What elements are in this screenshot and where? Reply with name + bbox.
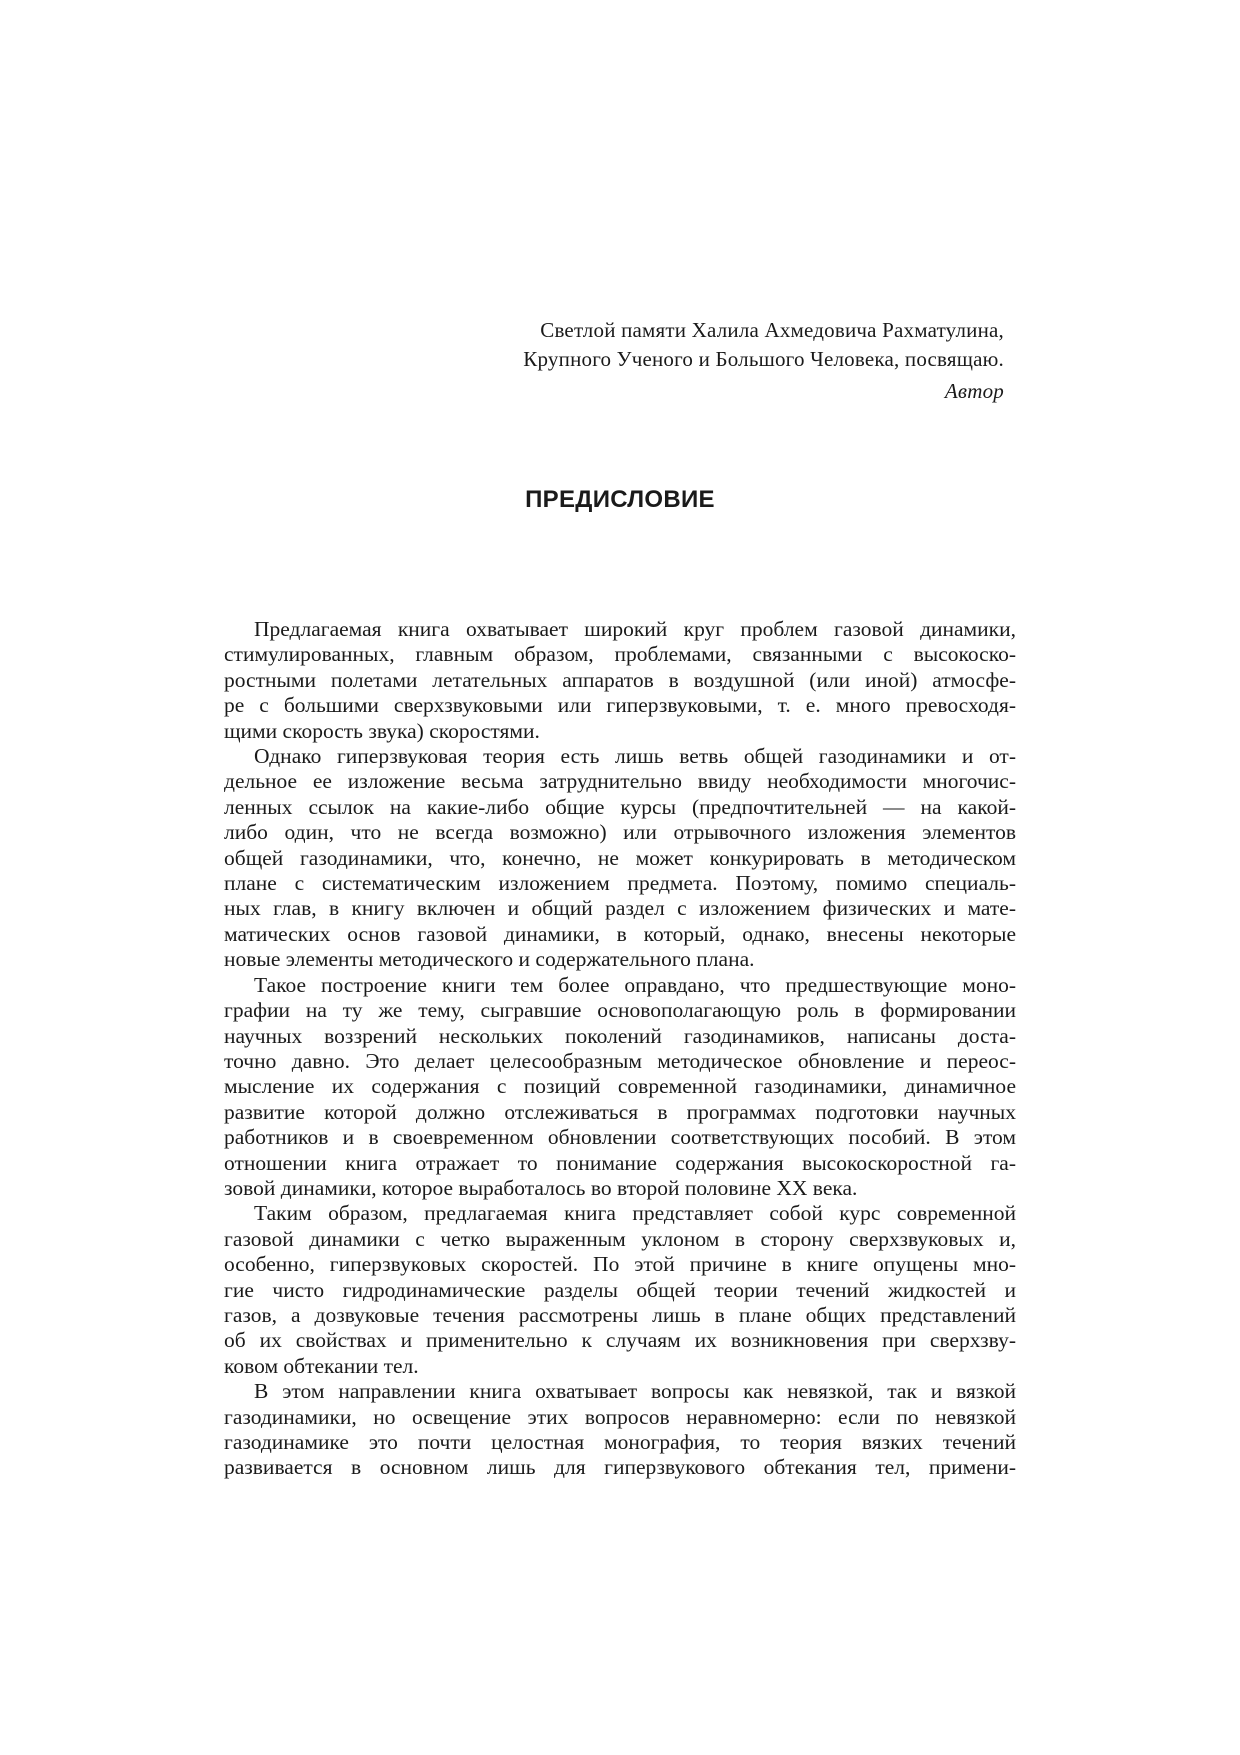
text-line: газовой динамики с четко выраженным уклоном в сторону сверхзвуковых и, — [224, 1226, 1016, 1251]
text-line: газов, а дозвуковые течения рассмотрены лишь в плане общих представлений — [224, 1302, 1016, 1327]
text-line: щими скорость звука) скоростями. — [224, 718, 540, 743]
text-line: стимулированных, главным образом, проблемами, связанными с высокоско- — [224, 642, 1016, 667]
text-line: научных воззрений нескольких поколений газодинамиков, написаны доста- — [224, 1023, 1016, 1048]
text-line: Такое построение книги тем более оправдано, что предшествующие моно- — [254, 972, 1016, 997]
page-title: ПРЕДИСЛОВИЕ — [525, 486, 715, 513]
text-line: точно давно. Это делает целесообразным методическое обновление и переос- — [224, 1048, 1016, 1073]
text-line: дельное ее изложение весьма затруднительно ввиду необходимости многочис- — [224, 769, 1016, 794]
text-line: новые элементы методического и содержательного плана. — [224, 947, 755, 972]
text-line: газодинамике это почти целостная монография, то теория вязких течений — [224, 1430, 1016, 1454]
dedication-line: Крупного Ученого и Большого Человека, посвящаю. — [523, 347, 1004, 371]
text-line: зовой динамики, которое выработалось во второй половине XX века. — [224, 1175, 858, 1200]
text-line: Предлагаемая книга охватывает широкий круг проблем газовой динамики, — [254, 617, 1016, 641]
text-line: В этом направлении книга охватывает вопросы как невязкой, так и вязкой — [254, 1379, 1016, 1404]
text-line: гие чисто гидродинамические разделы общей теории течений жидкостей и — [224, 1277, 1016, 1302]
text-line: особенно, гиперзвуковых скоростей. По этой причине в книге опущены мно- — [224, 1252, 1016, 1277]
text-line: мысление их содержания с позиций современной газодинамики, динамичное — [224, 1074, 1016, 1099]
text-line: об их свойствах и применительно к случаям их возникновения при сверхзву- — [224, 1328, 1016, 1353]
text-line: Однако гиперзвуковая теория есть лишь ветвь общей газодинамики и от- — [254, 744, 1016, 769]
dedication-line: Светлой памяти Халила Ахмедовича Рахматулина, — [540, 318, 1004, 342]
text-line: матических основ газовой динамики, в который, однако, внесены некоторые — [224, 921, 1016, 946]
text-line: развитие которой должно отслеживаться в программах подготовки научных — [224, 1099, 1016, 1124]
text-line: газодинамики, но освещение этих вопросов неравномерно: если по невязкой — [224, 1404, 1016, 1429]
text-line: ковом обтекании тел. — [224, 1353, 419, 1378]
text-line: развивается в основном лишь для гиперзвукового обтекания тел, примени- — [224, 1455, 1016, 1480]
text-line: отношении книга отражает то понимание содержания высокоскоростной га- — [224, 1150, 1016, 1175]
paragraph — [224, 744, 1016, 973]
paragraph — [224, 617, 1016, 744]
text-line: Таким образом, предлагаемая книга представляет собой курс современной — [254, 1201, 1016, 1226]
body-text — [224, 617, 1016, 1481]
dedication — [523, 316, 1004, 406]
text-line: ленных ссылок на какие-либо общие курсы (предпочтительней — на какой- — [224, 794, 1016, 819]
text-line: общей газодинамики, что, конечно, не может конкурировать в методическом — [224, 845, 1016, 870]
text-line: ных глав, в книгу включен и общий раздел с изложением физических и мате- — [224, 896, 1016, 921]
paragraph — [224, 973, 1016, 1202]
text-line: либо один, что не всегда возможно) или отрывочного изложения элементов — [224, 820, 1016, 845]
paragraph — [224, 1201, 1016, 1379]
text-line: работников и в своевременном обновлении соответствующих пособий. В этом — [224, 1125, 1016, 1150]
text-line: графии на ту же тему, сыгравшие основополагающую роль в формировании — [224, 998, 1016, 1023]
text-line: ре с большими сверхзвуковыми или гиперзвуковыми, т. е. много превосходя- — [224, 693, 1016, 718]
paragraph — [224, 1379, 1016, 1481]
text-line: плане с систематическим изложением предмета. Поэтому, помимо специаль- — [224, 871, 1016, 896]
text-line: ростными полетами летательных аппаратов в воздушной (или иной) атмосфе- — [224, 667, 1016, 692]
dedication-signature: Автор — [944, 379, 1004, 403]
